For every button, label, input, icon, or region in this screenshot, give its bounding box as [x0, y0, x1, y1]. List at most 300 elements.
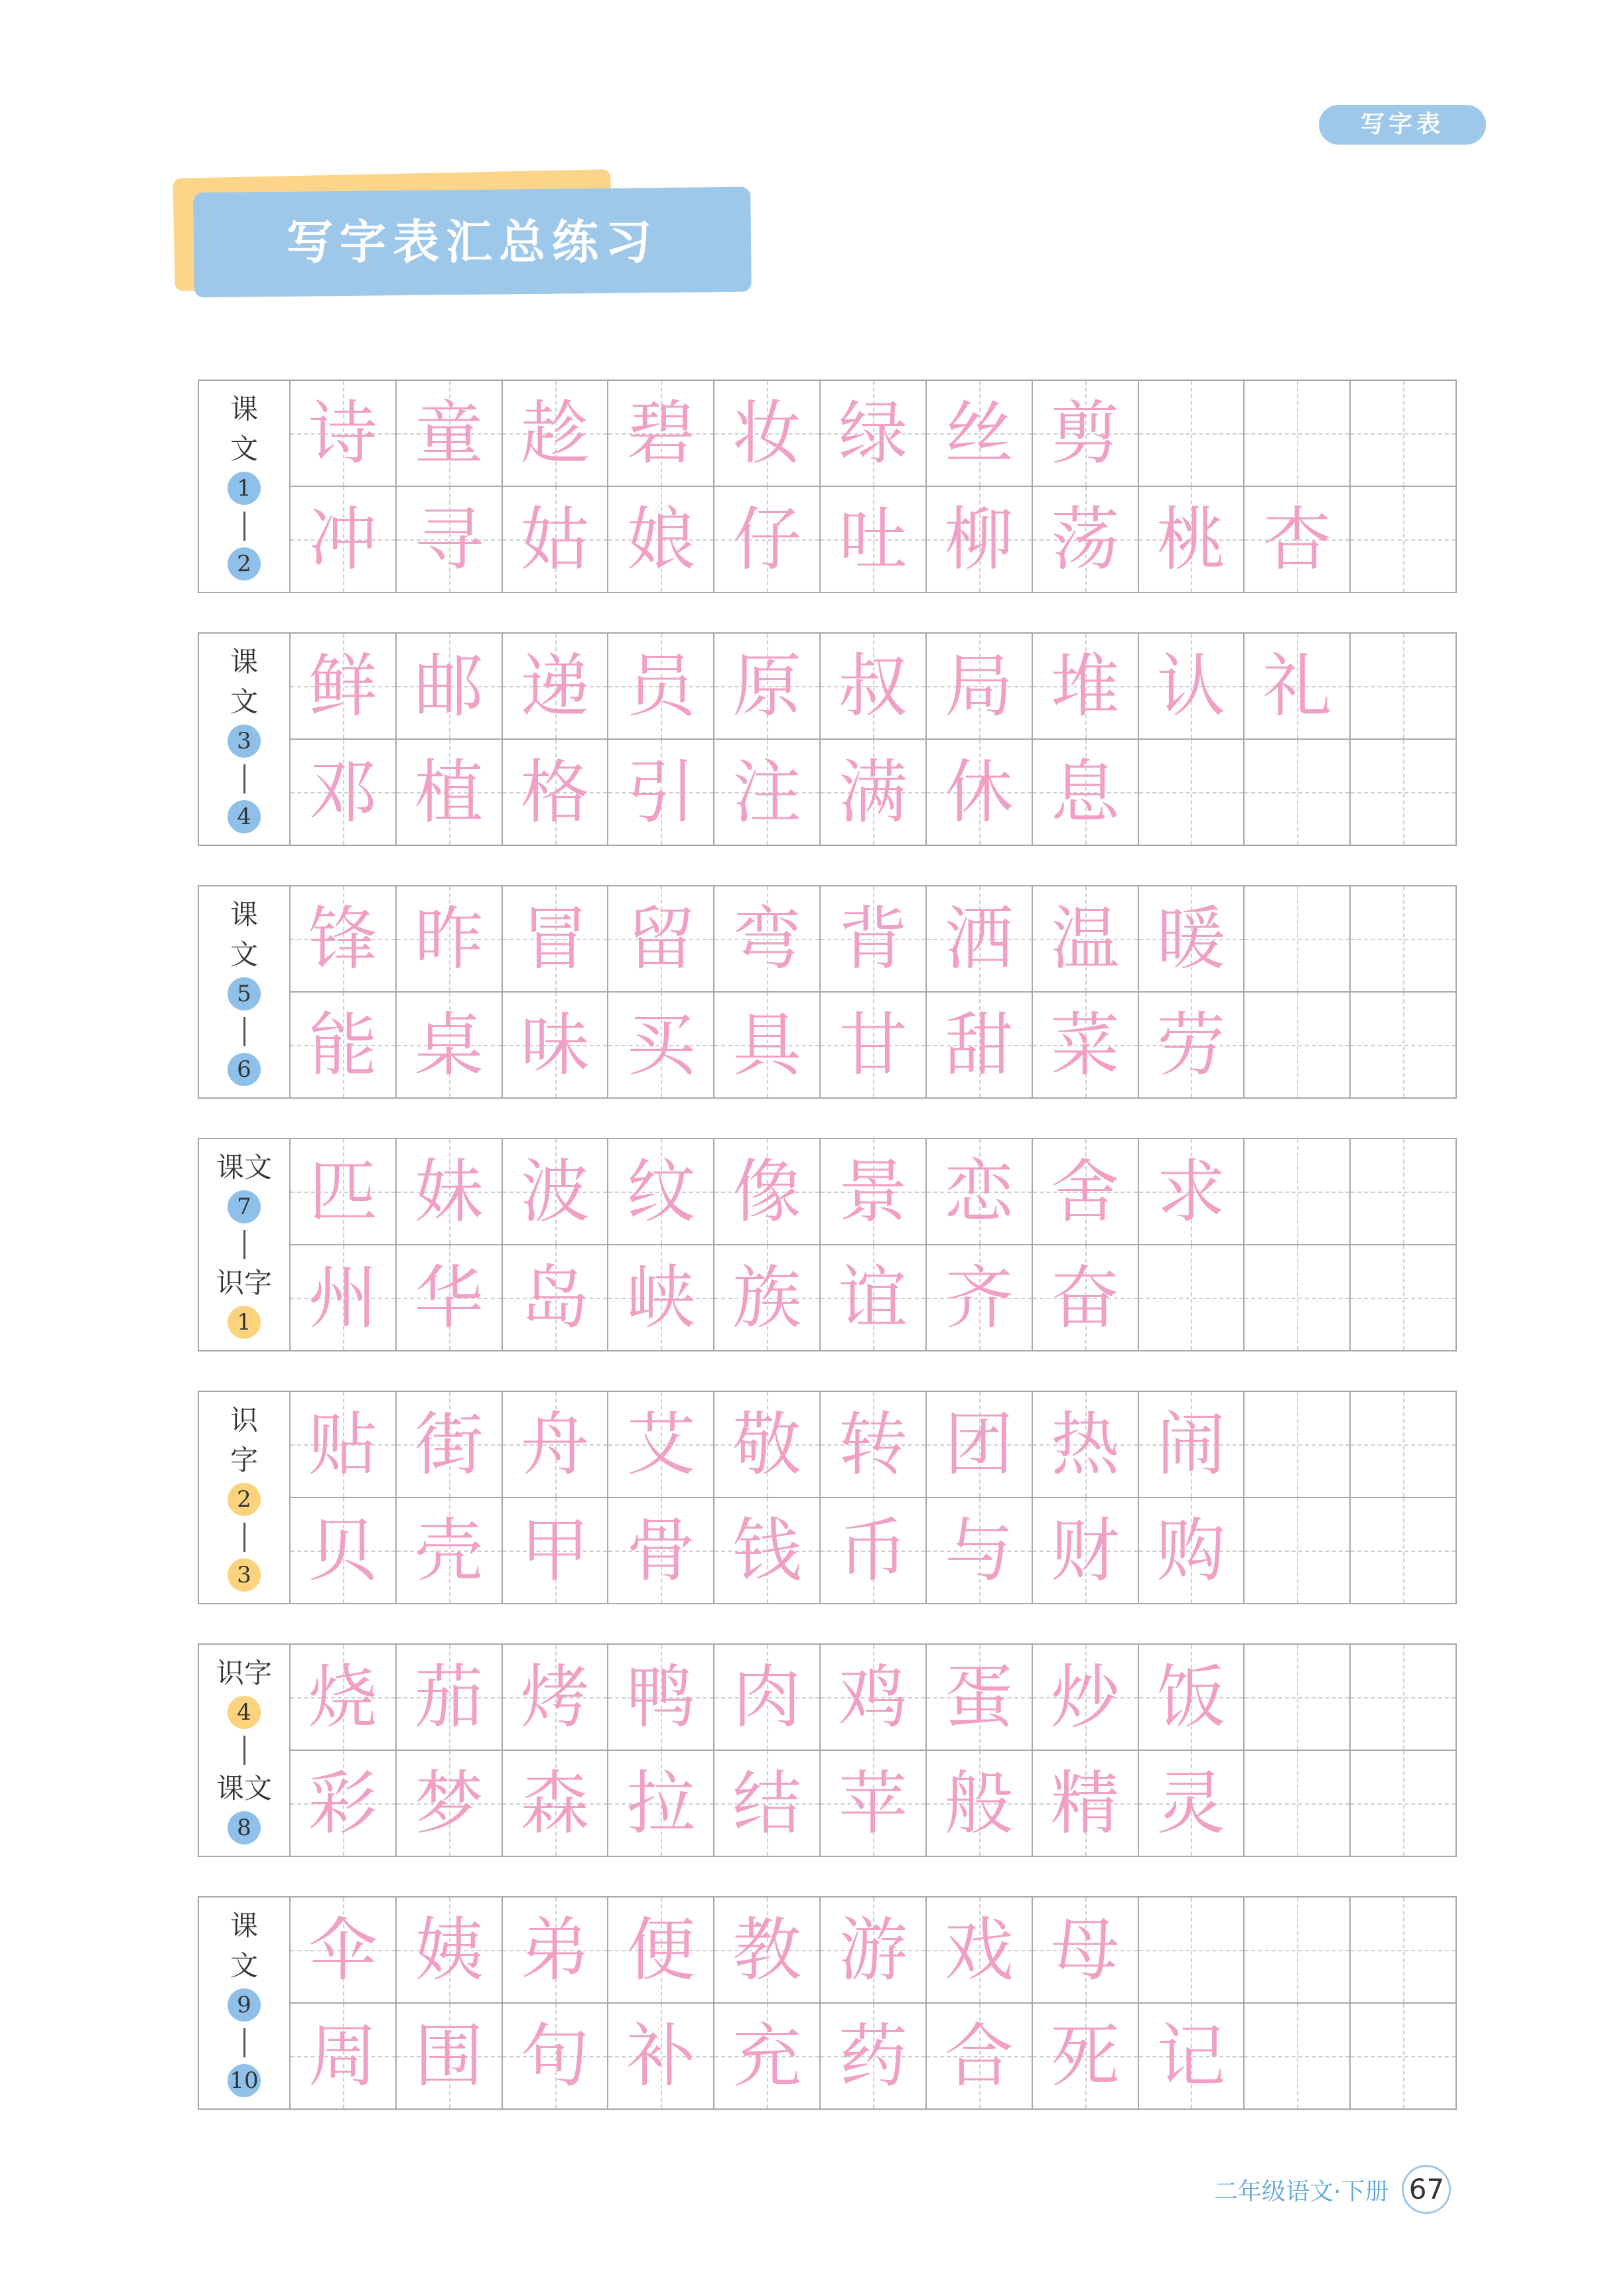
tian-zi-cell [714, 1898, 821, 2002]
tian-zi-cell [291, 740, 397, 845]
range-dash [243, 2028, 245, 2057]
tian-zi-cell [714, 487, 821, 592]
lesson-label-text: 课 [230, 898, 258, 931]
model-character: 峡 [626, 1257, 696, 1338]
model-character: 息 [1050, 752, 1120, 833]
lesson-number-badge: 3 [228, 725, 261, 758]
model-character: 局 [944, 646, 1014, 726]
tian-zi-cell[interactable] [1351, 381, 1455, 486]
tian-zi-cell [1033, 1245, 1139, 1350]
tian-zi-cell [1139, 1498, 1245, 1603]
model-character: 鸭 [626, 1657, 696, 1738]
model-character: 记 [1156, 2016, 1226, 2097]
model-character: 纹 [626, 1151, 696, 1232]
tian-zi-cell[interactable] [1139, 381, 1245, 486]
model-character: 杏 [1262, 499, 1332, 580]
model-character: 格 [520, 752, 590, 833]
model-character: 留 [626, 898, 696, 979]
model-character: 桌 [414, 1004, 484, 1085]
model-character: 原 [732, 646, 802, 726]
range-dash [243, 1230, 245, 1259]
model-character: 甲 [520, 1510, 590, 1591]
tian-zi-cell [821, 634, 927, 738]
model-character: 叔 [838, 646, 908, 726]
tian-zi-cell [714, 1139, 821, 1244]
model-character: 锋 [308, 898, 377, 979]
tian-zi-cell [821, 381, 927, 486]
tian-zi-cell[interactable] [1351, 740, 1455, 845]
tian-zi-cell [608, 740, 714, 845]
tian-zi-cell [608, 2004, 714, 2108]
character-grid [291, 1392, 1455, 1603]
model-character: 州 [308, 1257, 377, 1338]
model-character: 与 [944, 1510, 1014, 1591]
tian-zi-cell [1033, 2004, 1139, 2108]
model-character: 像 [732, 1151, 802, 1232]
tian-zi-cell [291, 1898, 397, 2002]
model-character: 注 [732, 752, 802, 833]
tian-zi-cell[interactable] [1351, 1392, 1455, 1497]
tian-zi-cell[interactable] [1245, 1498, 1351, 1603]
tian-zi-cell [503, 381, 609, 486]
character-grid [291, 634, 1455, 845]
tian-zi-cell [1139, 1751, 1245, 1856]
tian-zi-cell [714, 740, 821, 845]
character-row [291, 381, 1455, 486]
tian-zi-cell [714, 1645, 821, 1750]
tian-zi-cell [608, 1751, 714, 1856]
lesson-label-text: 课 [230, 646, 258, 678]
lesson-label-text: 课文 [216, 1772, 272, 1805]
tian-zi-cell [291, 381, 397, 486]
model-character: 母 [1050, 1909, 1120, 1990]
tian-zi-cell [608, 993, 714, 1097]
lesson-label-text: 文 [230, 685, 258, 718]
model-character: 蛋 [944, 1657, 1014, 1738]
model-character: 精 [1050, 1763, 1120, 1844]
lesson-number-badge: 1 [228, 472, 261, 505]
tian-zi-cell [397, 487, 503, 592]
lesson-number-badge: 7 [228, 1190, 261, 1223]
page-title: 写字表汇总练习 [287, 215, 658, 269]
tian-zi-cell [714, 381, 821, 486]
tian-zi-cell [1033, 1898, 1139, 2002]
tian-zi-cell [291, 1392, 397, 1497]
tian-zi-cell [1139, 1645, 1245, 1750]
tian-zi-cell [821, 487, 927, 592]
tian-zi-cell [397, 1245, 503, 1350]
tian-zi-cell [291, 2004, 397, 2108]
tian-zi-cell [927, 1751, 1033, 1856]
tian-zi-cell[interactable] [1351, 1498, 1455, 1603]
model-character: 满 [838, 752, 908, 833]
tian-zi-cell [397, 2004, 503, 2108]
model-character: 员 [626, 646, 696, 726]
tian-zi-cell [397, 1498, 503, 1603]
tian-zi-cell [1245, 487, 1351, 592]
tian-zi-cell [608, 1645, 714, 1750]
model-character: 能 [308, 1004, 377, 1085]
model-character: 钱 [732, 1510, 802, 1591]
lesson-number-badge: 8 [228, 1811, 261, 1844]
character-row [291, 486, 1455, 592]
model-character: 贴 [308, 1404, 377, 1485]
character-row [291, 991, 1455, 1097]
lesson-number-badge: 10 [228, 2064, 261, 2097]
tian-zi-cell [291, 487, 397, 592]
model-character: 艾 [626, 1404, 696, 1485]
tian-zi-cell [503, 1245, 609, 1350]
model-character: 背 [838, 898, 908, 979]
lesson-label-text: 课 [230, 1909, 258, 1942]
character-row [291, 1497, 1455, 1603]
model-character: 洒 [944, 898, 1014, 979]
model-character: 寻 [414, 499, 484, 580]
page-footer [1214, 2163, 1451, 2216]
model-character: 匹 [308, 1151, 377, 1232]
tian-zi-cell [503, 886, 609, 991]
tian-zi-cell [714, 1392, 821, 1497]
model-character: 丝 [944, 393, 1014, 474]
model-character: 绿 [838, 393, 908, 474]
lesson-number-badge: 4 [228, 800, 261, 833]
tian-zi-cell [291, 1645, 397, 1750]
model-character: 冒 [520, 898, 590, 979]
page-number: 67 [1402, 2165, 1451, 2214]
lesson-number-badge: 2 [228, 547, 261, 581]
tian-zi-cell[interactable] [1351, 487, 1455, 592]
tian-zi-cell [608, 886, 714, 991]
model-character: 舟 [520, 1404, 590, 1485]
tian-zi-cell[interactable] [1351, 993, 1455, 1097]
character-grid [291, 886, 1455, 1097]
tian-zi-cell[interactable] [1351, 1898, 1455, 2002]
tian-zi-cell [927, 381, 1033, 486]
range-dash [243, 764, 245, 794]
model-character: 妹 [414, 1151, 484, 1232]
model-character: 认 [1156, 646, 1226, 726]
tian-zi-cell [291, 993, 397, 1097]
tian-zi-cell [927, 487, 1033, 592]
model-character: 鸡 [838, 1657, 908, 1738]
tian-zi-cell [503, 740, 609, 845]
practice-group [198, 632, 1457, 846]
lesson-number-badge: 5 [228, 977, 261, 1010]
model-character: 齐 [944, 1257, 1014, 1338]
tian-zi-cell[interactable] [1351, 634, 1455, 738]
character-row [291, 886, 1455, 991]
model-character: 烧 [308, 1657, 377, 1738]
model-character: 剪 [1050, 393, 1120, 474]
model-character: 植 [414, 752, 484, 833]
tian-zi-cell [1139, 1392, 1245, 1497]
model-character: 充 [732, 2016, 802, 2097]
model-character: 骨 [626, 1510, 696, 1591]
tian-zi-cell[interactable] [1245, 381, 1351, 486]
model-character: 奋 [1050, 1257, 1120, 1338]
model-character: 菜 [1050, 1004, 1120, 1085]
model-character: 暖 [1156, 898, 1226, 979]
tian-zi-cell [608, 487, 714, 592]
lesson-number-badge: 6 [228, 1053, 261, 1086]
model-character: 味 [520, 1004, 590, 1085]
lesson-label [199, 886, 291, 1097]
tian-zi-cell [714, 2004, 821, 2108]
model-character: 柳 [944, 499, 1014, 580]
model-character: 碧 [626, 393, 696, 474]
tian-zi-cell[interactable] [1351, 2004, 1455, 2108]
tian-zi-cell [503, 487, 609, 592]
tian-zi-cell [503, 1751, 609, 1856]
tian-zi-cell[interactable] [1245, 993, 1351, 1097]
model-character: 句 [520, 2016, 590, 2097]
model-character: 弟 [520, 1909, 590, 1990]
model-character: 茄 [414, 1657, 484, 1738]
model-character: 戏 [944, 1909, 1014, 1990]
tian-zi-cell [397, 1139, 503, 1244]
tian-zi-cell[interactable] [1245, 1392, 1351, 1497]
range-dash [243, 1523, 245, 1552]
lesson-label [199, 1898, 291, 2108]
model-character: 般 [944, 1763, 1014, 1844]
character-row [291, 1898, 1455, 2002]
lesson-label-text: 识字 [216, 1267, 272, 1299]
character-grid [291, 1139, 1455, 1350]
tian-zi-cell [821, 2004, 927, 2108]
character-row [291, 1139, 1455, 1244]
tian-zi-cell [821, 1898, 927, 2002]
lesson-number-badge: 3 [228, 1558, 261, 1592]
tian-zi-cell [1139, 993, 1245, 1097]
model-character: 热 [1050, 1404, 1120, 1485]
practice-group [198, 1391, 1457, 1604]
tian-zi-cell [1033, 1751, 1139, 1856]
model-character: 邓 [308, 752, 377, 833]
tian-zi-cell[interactable] [1245, 1245, 1351, 1350]
tian-zi-cell[interactable] [1139, 740, 1245, 845]
tian-zi-cell[interactable] [1139, 1898, 1245, 2002]
model-character: 彩 [308, 1763, 377, 1844]
model-character: 递 [520, 646, 590, 726]
model-character: 岛 [520, 1257, 590, 1338]
model-character: 仔 [732, 499, 802, 580]
model-character: 甜 [944, 1004, 1014, 1085]
model-character: 邮 [414, 646, 484, 726]
tian-zi-cell [291, 1498, 397, 1603]
tian-zi-cell [821, 886, 927, 991]
model-character: 贝 [308, 1510, 377, 1591]
tian-zi-cell [503, 2004, 609, 2108]
lesson-label-text: 识 [230, 1404, 258, 1436]
lesson-label [199, 1139, 291, 1350]
model-character: 伞 [308, 1909, 377, 1990]
model-character: 梦 [414, 1763, 484, 1844]
tian-zi-cell [1139, 2004, 1245, 2108]
model-character: 围 [414, 2016, 484, 2097]
model-character: 华 [414, 1257, 484, 1338]
model-character: 团 [944, 1404, 1014, 1485]
tian-zi-cell[interactable] [1351, 1139, 1455, 1244]
tian-zi-cell[interactable] [1351, 886, 1455, 991]
character-row [291, 2002, 1455, 2108]
tian-zi-cell [1139, 487, 1245, 592]
tian-zi-cell [1033, 1392, 1139, 1497]
tian-zi-cell [397, 1392, 503, 1497]
tian-zi-cell [927, 993, 1033, 1097]
tian-zi-cell [503, 1392, 609, 1497]
tian-zi-cell [1139, 886, 1245, 991]
model-character: 姑 [520, 499, 590, 580]
model-character: 药 [838, 2016, 908, 2097]
model-character: 财 [1050, 1510, 1120, 1591]
lesson-label-text: 字 [230, 1444, 258, 1476]
model-character: 饭 [1156, 1657, 1226, 1738]
model-character: 景 [838, 1151, 908, 1232]
range-dash [243, 512, 245, 541]
model-character: 童 [414, 393, 484, 474]
tian-zi-cell [608, 381, 714, 486]
model-character: 敬 [732, 1404, 802, 1485]
model-character: 波 [520, 1151, 590, 1232]
model-character: 壳 [414, 1510, 484, 1591]
model-character: 求 [1156, 1151, 1226, 1232]
tian-zi-cell [1033, 740, 1139, 845]
model-character: 谊 [838, 1257, 908, 1338]
model-character: 休 [944, 752, 1014, 833]
tian-zi-cell [397, 740, 503, 845]
model-character: 周 [308, 2016, 377, 2097]
tian-zi-cell [397, 634, 503, 738]
character-row [291, 738, 1455, 845]
tian-zi-cell[interactable] [1245, 740, 1351, 845]
tian-zi-cell [927, 1392, 1033, 1497]
tian-zi-cell [714, 993, 821, 1097]
book-name: 二年级语文·下册 [1214, 2177, 1389, 2205]
tian-zi-cell [397, 886, 503, 991]
practice-group [198, 885, 1457, 1099]
model-character: 闹 [1156, 1404, 1226, 1485]
tian-zi-cell [821, 993, 927, 1097]
model-character: 便 [626, 1909, 696, 1990]
character-row [291, 1244, 1455, 1350]
character-grid [291, 381, 1455, 592]
tian-zi-cell [1033, 993, 1139, 1097]
model-character: 街 [414, 1404, 484, 1485]
model-character: 妆 [732, 393, 802, 474]
character-grid [291, 1645, 1455, 1856]
model-character: 拉 [626, 1763, 696, 1844]
tian-zi-cell [821, 1645, 927, 1750]
model-character: 具 [732, 1004, 802, 1085]
model-character: 舍 [1050, 1151, 1120, 1232]
model-character: 引 [626, 752, 696, 833]
range-dash [243, 1736, 245, 1765]
model-character: 肉 [732, 1657, 802, 1738]
model-character: 烤 [520, 1657, 590, 1738]
model-character: 合 [944, 2016, 1014, 2097]
lesson-label-text: 文 [230, 433, 258, 465]
model-character: 族 [732, 1257, 802, 1338]
tian-zi-cell[interactable] [1351, 1645, 1455, 1750]
tian-zi-cell [397, 1898, 503, 2002]
lesson-number-badge: 9 [228, 1988, 261, 2022]
tian-zi-cell [927, 1139, 1033, 1244]
tian-zi-cell [1033, 1498, 1139, 1603]
model-character: 转 [838, 1404, 908, 1485]
model-character: 结 [732, 1763, 802, 1844]
tian-zi-cell [608, 634, 714, 738]
tian-zi-cell [503, 634, 609, 738]
tian-zi-cell [397, 993, 503, 1097]
model-character: 死 [1050, 2016, 1120, 2097]
tian-zi-cell [608, 1139, 714, 1244]
lesson-number-badge: 2 [228, 1483, 261, 1516]
model-character: 买 [626, 1004, 696, 1085]
tian-zi-cell [927, 1498, 1033, 1603]
tian-zi-cell [714, 1498, 821, 1603]
lesson-label-text: 文 [230, 938, 258, 971]
lesson-label-text: 识字 [216, 1657, 272, 1689]
character-grid [291, 1898, 1455, 2108]
lesson-label [199, 381, 291, 592]
lesson-label-text: 文 [230, 1949, 258, 1982]
model-character: 甘 [838, 1004, 908, 1085]
practice-group [198, 1896, 1457, 2110]
model-character: 恋 [944, 1151, 1014, 1232]
model-character: 灵 [1156, 1763, 1226, 1844]
tian-zi-cell[interactable] [1245, 1898, 1351, 2002]
tian-zi-cell[interactable] [1245, 886, 1351, 991]
tian-zi-cell[interactable] [1245, 1139, 1351, 1244]
model-character: 堆 [1050, 646, 1120, 726]
model-character: 劳 [1156, 1004, 1226, 1085]
tian-zi-cell [397, 1751, 503, 1856]
tian-zi-cell[interactable] [1245, 1645, 1351, 1750]
tian-zi-cell [821, 1498, 927, 1603]
tian-zi-cell [1033, 886, 1139, 991]
tian-zi-cell [291, 886, 397, 991]
tian-zi-cell [821, 1392, 927, 1497]
tian-zi-cell [927, 2004, 1033, 2108]
tian-zi-cell [608, 1898, 714, 2002]
tian-zi-cell [1033, 1645, 1139, 1750]
model-character: 温 [1050, 898, 1120, 979]
tian-zi-cell [821, 740, 927, 845]
tian-zi-cell[interactable] [1245, 1751, 1351, 1856]
character-row [291, 634, 1455, 738]
model-character: 教 [732, 1909, 802, 1990]
model-character: 娘 [626, 499, 696, 580]
model-character: 冲 [308, 499, 377, 580]
tian-zi-cell [1139, 634, 1245, 738]
model-character: 昨 [414, 898, 484, 979]
tian-zi-cell[interactable] [1245, 2004, 1351, 2108]
tian-zi-cell [503, 1139, 609, 1244]
tian-zi-cell[interactable] [1351, 1751, 1455, 1856]
model-character: 吐 [838, 499, 908, 580]
tian-zi-cell[interactable] [1139, 1245, 1245, 1350]
lesson-number-badge: 1 [228, 1306, 261, 1339]
tian-zi-cell [503, 1645, 609, 1750]
tian-zi-cell [927, 1645, 1033, 1750]
tian-zi-cell [503, 1898, 609, 2002]
tian-zi-cell[interactable] [1351, 1245, 1455, 1350]
model-character: 补 [626, 2016, 696, 2097]
model-character: 购 [1156, 1510, 1226, 1591]
tian-zi-cell [291, 1245, 397, 1350]
tian-zi-cell [714, 634, 821, 738]
model-character: 苹 [838, 1763, 908, 1844]
